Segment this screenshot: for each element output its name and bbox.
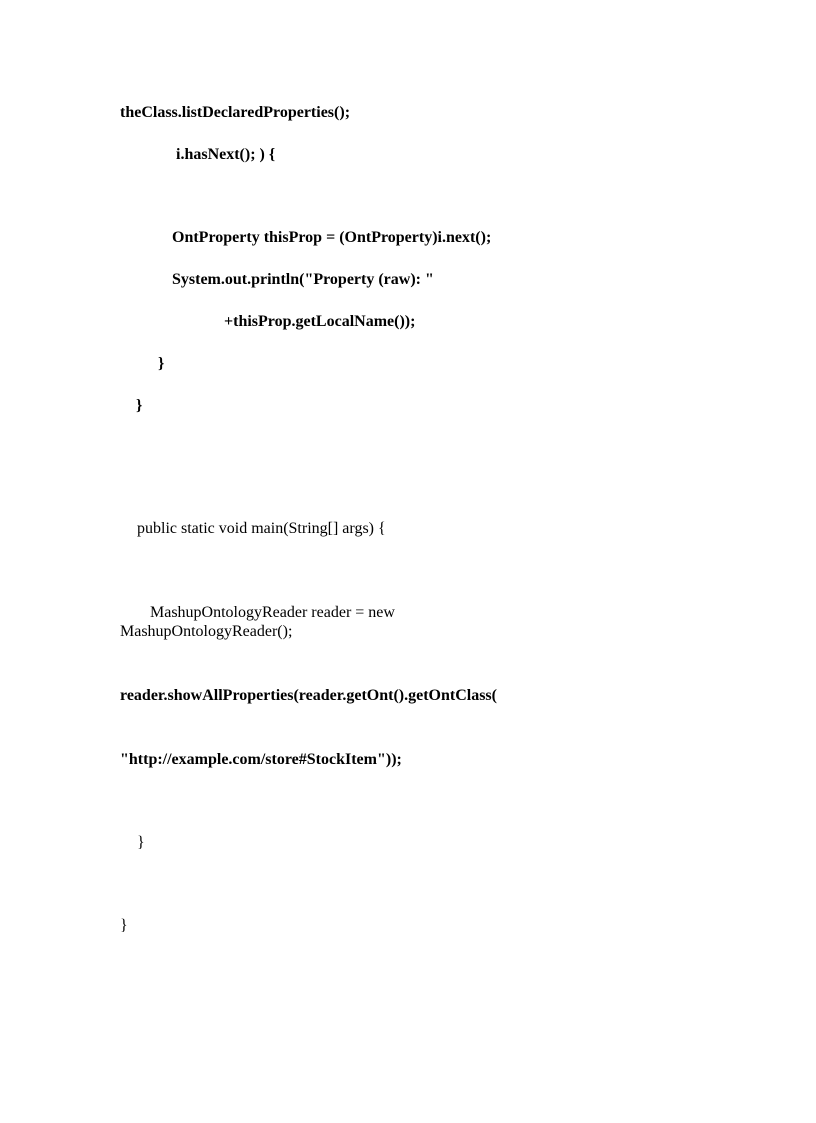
code-line-close-brace-inner: } xyxy=(158,355,165,372)
code-line-show-all-properties: reader.showAllProperties(reader.getOnt().getOntClass( xyxy=(120,687,497,704)
code-line-reader-constructor: MashupOntologyReader(); xyxy=(120,623,293,640)
code-line-has-next: i.hasNext(); ) { xyxy=(176,146,276,163)
code-line-ont-property: OntProperty thisProp = (OntProperty)i.next(); xyxy=(172,229,492,246)
code-line-close-brace-main: } xyxy=(137,834,145,851)
code-line-println: System.out.println("Property (raw): " xyxy=(172,271,434,288)
code-line-reader-declaration: MashupOntologyReader reader = new xyxy=(150,604,395,621)
code-line-close-brace-method: } xyxy=(136,397,143,414)
code-line-stock-item-uri: "http://example.com/store#StockItem")); xyxy=(120,751,402,768)
code-line-main-signature: public static void main(String[] args) { xyxy=(137,520,386,537)
code-line-list-declared-properties: theClass.listDeclaredProperties(); xyxy=(120,104,351,121)
code-line-close-brace-class: } xyxy=(120,917,128,934)
code-line-get-local-name: +thisProp.getLocalName()); xyxy=(224,313,416,330)
